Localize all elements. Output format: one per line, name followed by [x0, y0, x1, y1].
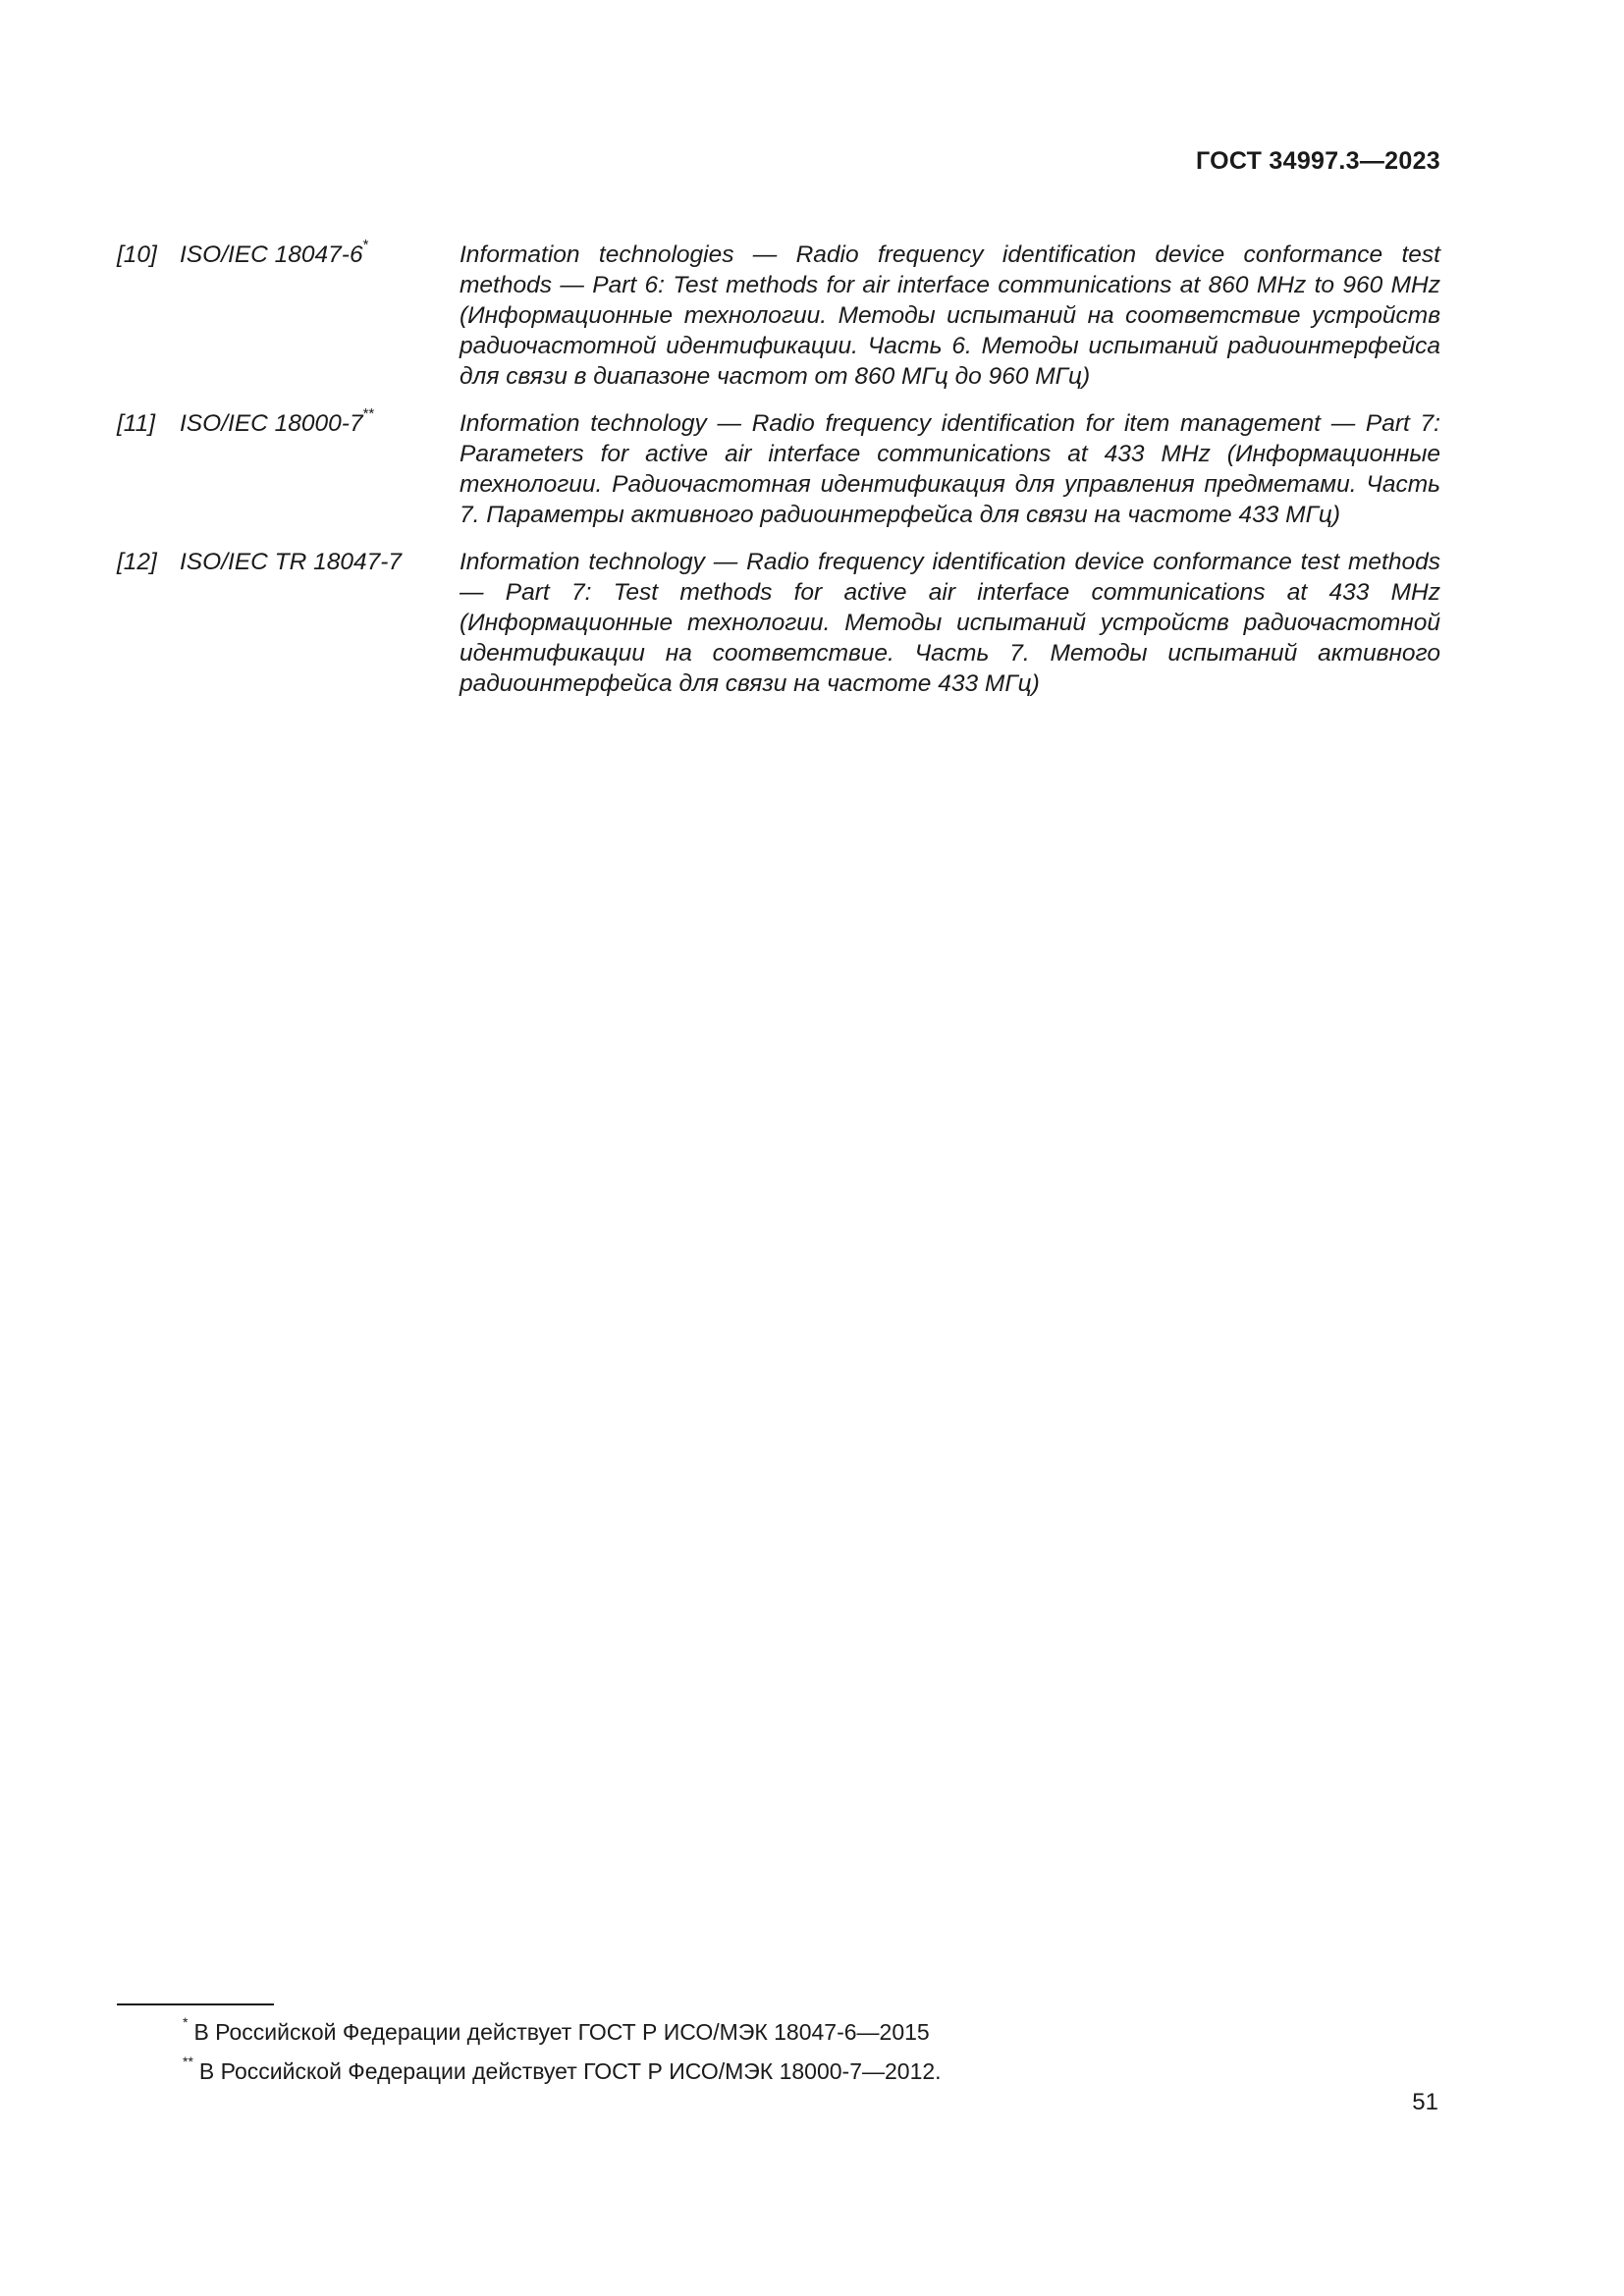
entry-code [180, 236, 460, 270]
entry-code-text: ISO/IEC 18047-6 [180, 241, 363, 268]
page-header-standard-id: ГОСТ 34997.3—2023 [1195, 147, 1440, 175]
entry-number: [10] [117, 241, 157, 268]
entry-number: [12] [117, 549, 157, 575]
footnote [183, 2052, 942, 2091]
footnote-mark: * [183, 2014, 189, 2031]
footnote-separator [117, 2003, 274, 2005]
bibliography-list [117, 236, 1440, 716]
bibliography-entry [117, 236, 1440, 392]
footnotes [183, 2012, 942, 2091]
footnote-mark: ** [183, 2054, 193, 2070]
footnote [183, 2012, 942, 2052]
entry-code-text: ISO/IEC TR 18047-7 [180, 549, 403, 575]
footnote-text: В Российской Федерации действует ГОСТ Р ИСО/МЭК 18047-6—2015 [193, 2019, 930, 2045]
page-number: 51 [1412, 2089, 1438, 2115]
entry-title: Information technologies — Radio frequency identification device conformance test methods — Part 6: Test methods for air interface communications at 860 MHz to 960 MHz (Информационные технологии. Методы испытаний на соответствие устройств радиочастотной идентификации. Часть 6. Методы испытаний радиоинтерфейса для связи в диапазоне частот от 860 МГц до 960 МГц) [460, 241, 1440, 390]
bibliography-entry [117, 404, 1440, 530]
footnote-marker: ** [362, 404, 375, 422]
entry-title: Information technology — Radio frequency identification for item management — Part 7: Parameters for active air interface communications at 433 MHz (Информационные технологии. Радиочастотная идентификация для управления предметами. Часть 7. Параметры активного радиоинтерфейса для связи на частоте 433 МГц) [460, 410, 1440, 528]
entry-code [180, 547, 460, 577]
entry-code [180, 404, 460, 439]
entry-code-text: ISO/IEC 18000-7 [180, 410, 363, 437]
entry-title: Information technology — Radio frequency identification device conformance test methods — Part 7: Test methods for active air interface communications at 433 MHz (Информационные технологии. Методы испытаний устройств радиочастотной идентификации на соответствие. Часть 7. Методы испытаний активного радиоинтерфейса для связи на частоте 433 МГц) [460, 549, 1440, 697]
bibliography-entry [117, 547, 1440, 699]
footnote-marker: * [362, 236, 369, 253]
entry-number: [11] [117, 410, 156, 437]
footnote-text: В Российской Федерации действует ГОСТ Р ИСО/МЭК 18000-7—2012. [198, 2058, 942, 2084]
